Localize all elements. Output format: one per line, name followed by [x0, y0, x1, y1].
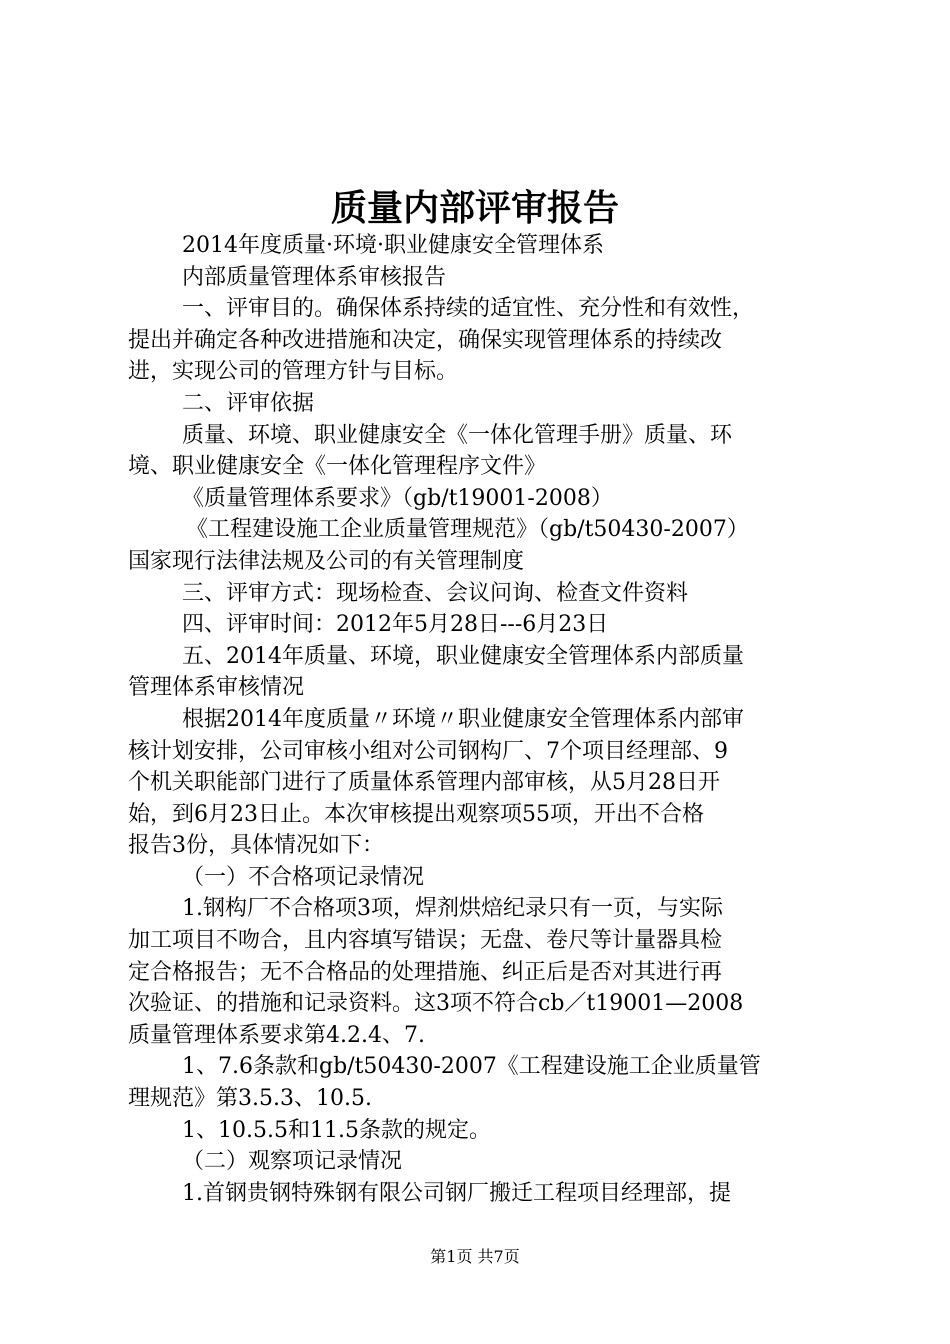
body-line: 理规范》第3.5.3、10.5.: [128, 1086, 372, 1112]
body-line: 始，到6月23日止。本次审核提出观察项55项，开出不合格: [128, 801, 704, 827]
body-line: 三、评审方式：现场检查、会议问询、检查文件资料: [182, 580, 689, 606]
body-line: （二）观察项记录情况: [182, 1149, 403, 1175]
body-line: 1.钢构厂不合格项3项，焊剂烘焙纪录只有一页，与实际: [182, 896, 723, 922]
body-line: 五、2014年质量、环境，职业健康安全管理体系内部质量: [182, 643, 744, 669]
body-line: 加工项目不吻合，且内容填写错误；无盘、卷尺等计量器具检: [128, 928, 723, 954]
body-line: 管理体系审核情况: [128, 675, 305, 701]
body-line: 四、评审时间：2012年5月28日---6月23日: [182, 612, 609, 638]
body-line: 报告3份，具体情况如下：: [128, 833, 384, 859]
body-line: 《质量管理体系要求》（gb/t19001-2008）: [182, 485, 613, 511]
body-line: 二、评审依据: [182, 390, 315, 416]
body-line: （一）不合格项记录情况: [182, 864, 425, 890]
page-footer: 第1页 共7页: [430, 1247, 520, 1266]
body-line: 核计划安排，公司审核小组对公司钢构厂、7个项目经理部、9: [128, 738, 728, 764]
document-body: [128, 230, 830, 1209]
page-title: 质量内部评审报告: [330, 187, 619, 229]
body-line: 1、7.6条款和gb/t50430-2007《工程建设施工企业质量管: [182, 1054, 761, 1080]
body-line: 定合格报告；无不合格品的处理措施、纠正后是否对其进行再: [128, 959, 723, 985]
body-line: 国家现行法律法规及公司的有关管理制度: [128, 548, 525, 574]
body-line: 《工程建设施工企业质量管理规范》（gb/t50430-2007）: [186, 517, 749, 543]
body-line: 根据2014年度质量〃环境〃职业健康安全管理体系内部审: [182, 706, 744, 732]
body-line: 1.首钢贵钢特殊钢有限公司钢厂搬迁工程项目经理部，提: [182, 1180, 731, 1206]
body-line: 个机关职能部门进行了质量体系管理内部审核，从5月28日开: [128, 770, 720, 796]
body-line: 质量管理体系要求第4.2.4、7.: [128, 1022, 425, 1048]
body-line: 1、10.5.5和11.5条款的规定。: [182, 1117, 491, 1143]
body-line: 2014年度质量·环境·职业健康安全管理体系: [182, 233, 604, 258]
body-line: 质量、环境、职业健康安全《一体化管理手册》质量、环: [182, 422, 733, 448]
body-line: 提出并确定各种改进措施和决定，确保实现管理体系的持续改: [128, 327, 723, 353]
body-line: 内部质量管理体系审核报告: [182, 264, 447, 290]
body-line: 一、评审目的。确保体系持续的适宜性、充分性和有效性，: [182, 296, 755, 322]
body-line: 次验证、的措施和记录资料。这3项不符合cb／t19001—2008: [128, 991, 744, 1017]
body-line: 进，实现公司的管理方针与目标。: [128, 359, 459, 385]
body-line: 境、职业健康安全《一体化管理程序文件》: [128, 454, 547, 480]
